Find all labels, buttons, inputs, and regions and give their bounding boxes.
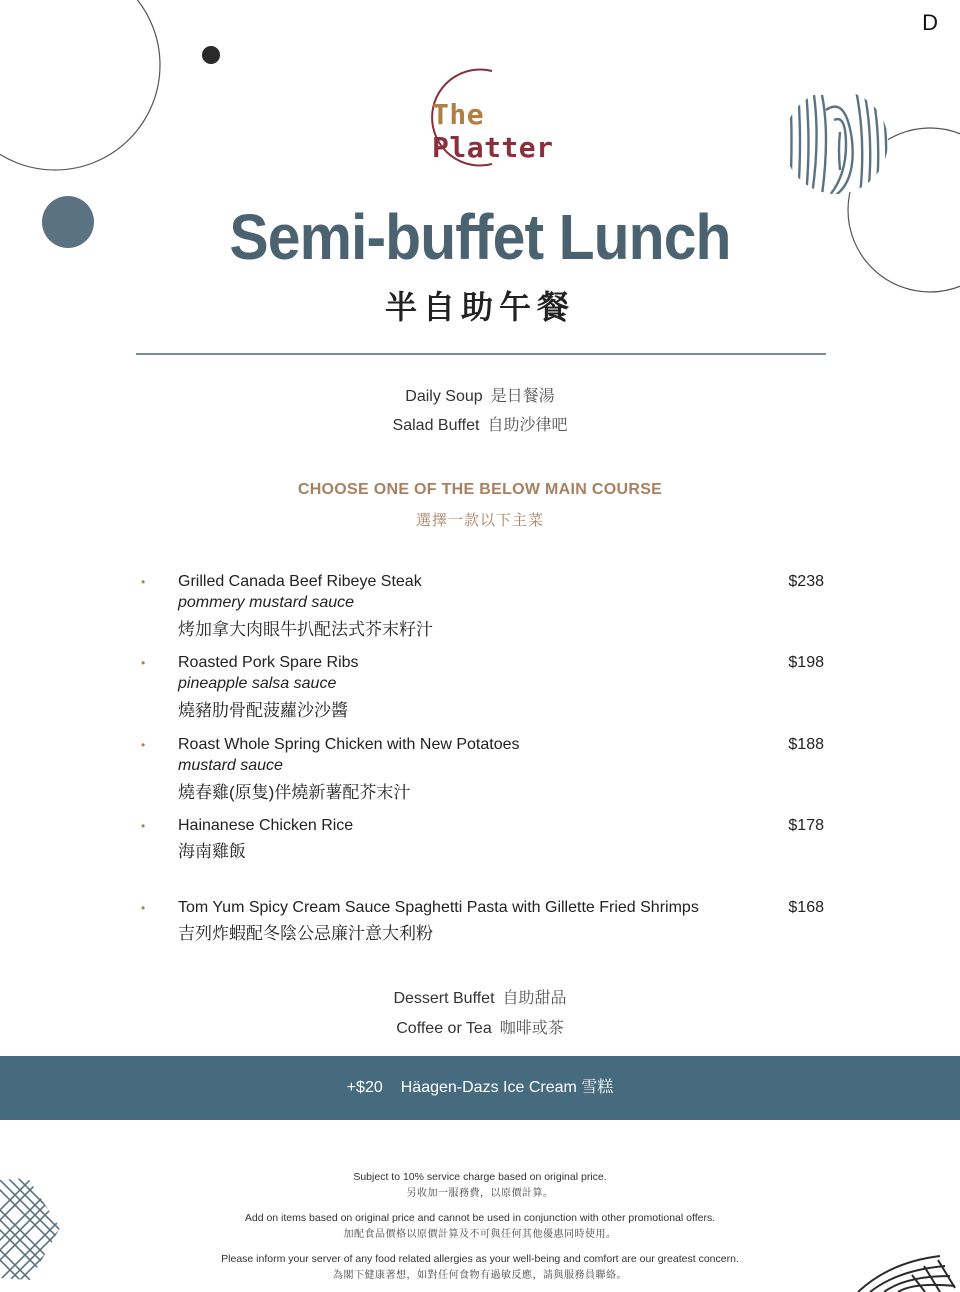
footnote-en: Subject to 10% service charge based on original price.: [353, 1171, 607, 1183]
course-sauce: pineapple salsa sauce: [178, 675, 337, 692]
page-title: Semi-buffet Lunch: [229, 201, 731, 273]
ending-en: Coffee or Tea: [396, 1020, 492, 1037]
course-zh: 燒豬肋骨配菠蘿沙沙醬: [178, 701, 348, 720]
ending-zh: 咖啡或茶: [499, 1020, 564, 1037]
footnote-en: Add on items based on original price and cannot be used in conjunction with other promotional offers.: [244, 1212, 716, 1224]
starter-item: [0, 383, 960, 406]
bullet-icon: •: [141, 819, 146, 833]
footnote-zh: 另收加一服務費，以原價計算。: [406, 1188, 554, 1199]
decor-circle-outline-topleft: [0, 0, 160, 170]
course-name: Tom Yum Spicy Cream Sauce Spaghetti Pasta with Gillette Fried Shrimps: [178, 899, 699, 916]
ending-item: [0, 985, 960, 1008]
choose-heading-zh: 選擇一款以下主菜: [415, 512, 544, 529]
bullet-icon: •: [141, 656, 146, 670]
course-zh: 吉列炸蝦配冬陰公忌廉汁意大利粉: [178, 924, 433, 943]
course-name: Roast Whole Spring Chicken with New Potatoes: [178, 736, 520, 753]
header-divider: [136, 353, 826, 355]
decor-woodgrain-circle: [784, 90, 888, 195]
course-price: $198: [788, 654, 824, 671]
page-marker: D: [922, 10, 938, 35]
addon-banner: [0, 1056, 960, 1120]
addon-price: +$20: [346, 1079, 383, 1096]
bullet-icon: •: [141, 575, 146, 589]
addon-label: Häagen-Dazs Ice Cream 雪糕: [400, 1079, 614, 1096]
starter-en: Daily Soup: [405, 388, 483, 405]
course-zh: 海南雞飯: [178, 842, 246, 861]
footnote-zh: 為閣下健康著想，如對任何食物有過敏反應，請與服務員聯絡。: [333, 1270, 627, 1281]
ending-en: Dessert Buffet: [393, 990, 495, 1007]
logo-word-platter: Platter: [432, 131, 554, 164]
decor-dot-black: [202, 46, 220, 64]
ending-item: [0, 1015, 960, 1038]
course-price: $178: [788, 817, 824, 834]
course-zh: 烤加拿大肉眼牛扒配法式芥末籽汁: [178, 620, 433, 639]
course-sauce: mustard sauce: [178, 757, 283, 774]
starter-zh: 自助沙律吧: [487, 417, 568, 434]
starter-zh: 是日餐湯: [490, 388, 555, 405]
course-price: $238: [788, 573, 824, 590]
course-zh: 燒春雞(原隻)伴燒新薯配芥末汁: [178, 783, 411, 802]
ending-zh: 自助甜品: [502, 990, 567, 1007]
footnote-en: Please inform your server of any food related allergies as your well-being and comfort are our greatest concern.: [221, 1253, 739, 1265]
footnote-zh: 加配食品價格以原價計算及不可與任何其他優惠同時使用。: [343, 1229, 617, 1240]
course-price: $188: [788, 736, 824, 753]
course-name: Hainanese Chicken Rice: [178, 817, 354, 834]
logo-word-the: The: [432, 98, 485, 131]
bullet-icon: •: [141, 738, 146, 752]
course-price: $168: [788, 899, 824, 916]
course-sauce: pommery mustard sauce: [178, 594, 355, 611]
starter-item: [0, 412, 960, 435]
page-subtitle-zh: 半自助午餐: [384, 289, 575, 325]
course-name: Grilled Canada Beef Ribeye Steak: [178, 573, 422, 590]
course-name: Roasted Pork Spare Ribs: [178, 654, 359, 671]
bullet-icon: •: [141, 901, 146, 915]
choose-heading-en: CHOOSE ONE OF THE BELOW MAIN COURSE: [297, 481, 663, 498]
starter-en: Salad Buffet: [392, 417, 480, 434]
logo: [400, 64, 570, 174]
